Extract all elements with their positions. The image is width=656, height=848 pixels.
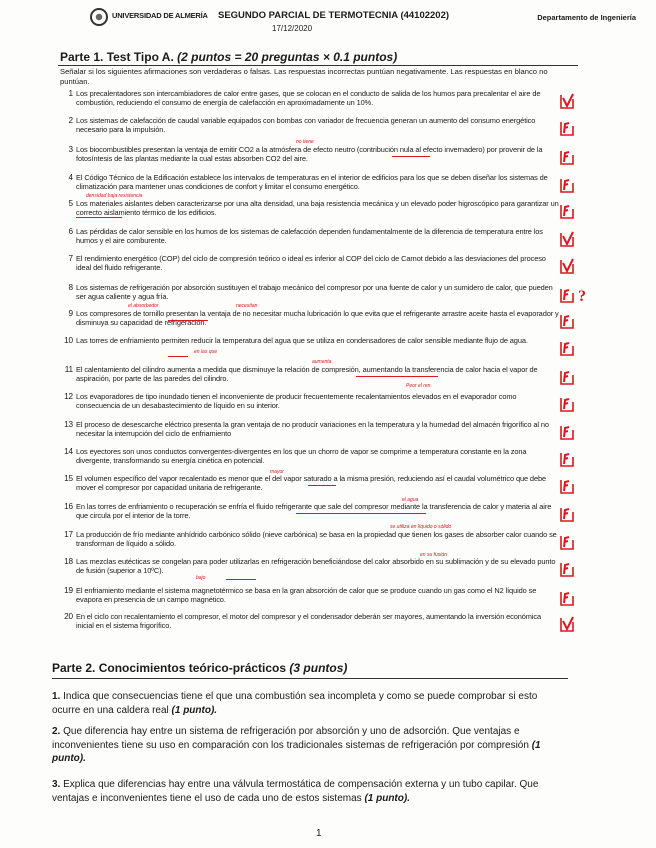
underline-q10 bbox=[168, 356, 188, 357]
page-number: 1 bbox=[316, 828, 322, 839]
divider bbox=[52, 678, 568, 679]
underline-q18 bbox=[226, 579, 256, 580]
check-mark-icon bbox=[560, 616, 574, 632]
department: Departamento de Ingeniería bbox=[537, 13, 636, 22]
underline-q11 bbox=[356, 376, 438, 377]
annotation-q11b: Peor el ren. bbox=[406, 383, 432, 389]
question-7: 7 El rendimiento energético (COP) del ciclo de compresión teórico o ideal es inferior al COP del ciclo de Carnot debido a las desviaciones del proceso ideal del fluido refrigerante. bbox=[68, 254, 546, 273]
false-mark-icon bbox=[560, 451, 574, 467]
divider bbox=[58, 65, 578, 66]
question-19: 19 El enfriamiento mediante el sistema magnetotérmico se basa en la gran absorción de calor que se produce cuando un gas como el N2 líquido se evapora en presencia de un campo magnético. bbox=[64, 586, 537, 605]
check-mark-icon bbox=[560, 93, 574, 109]
question-14: 14 Los eyectores son unos conductos convergentes-divergentes en los que un chorro de vapor se comprime a temperatura constante en la zona divergente, transformando su energía cinética en potencial. bbox=[64, 447, 527, 466]
false-mark-icon bbox=[560, 561, 574, 577]
question-4: 4 El Código Técnico de la Edificación establece los intervalos de temperaturas en el interior de edificios para los que se deben diseñar los sistemas de climatización para mantener unas condiciones de confort y limitar el consumo energético. bbox=[68, 173, 548, 192]
question-18: 18 Las mezclas eutécticas se congelan para poder utilizarlas en refrigeración beneficiándose del calor absorbido en su sublimación y de su elevado punto de fusión (superior a 10ºC). bbox=[64, 557, 556, 576]
part2-title: Parte 2. Conocimientos teórico-prácticos (3 puntos) bbox=[52, 661, 348, 675]
annotation-q16: el agua bbox=[402, 497, 419, 503]
false-mark-icon bbox=[560, 396, 574, 412]
question-13: 13 El proceso de desescarche eléctrico presenta la gran ventaja de no producir variaciones en la temperatura y la humedad del almacén frigorífico al no necesitar la interrupción del ciclo de enfriamiento bbox=[64, 420, 549, 439]
question-15: 15 El volumen específico del vapor recalentado es menor que el del vapor saturado a la misma presión, reduciendo así el caudal volumétrico que debe mover el compresor por capacidad unitaria de refrigerante. bbox=[64, 474, 546, 493]
part2-question-1: 1. Indica que consecuencias tiene el que una combustión sea incompleta y como se puede comprobar si esto ocurre en una caldera real (1 punto). bbox=[52, 691, 538, 716]
false-mark-icon bbox=[560, 149, 574, 165]
underline-q3 bbox=[392, 156, 430, 157]
false-mark-icon bbox=[560, 120, 574, 136]
check-mark-icon bbox=[560, 258, 574, 274]
check-mark-icon bbox=[560, 231, 574, 247]
false-mark-icon bbox=[560, 478, 574, 494]
question-2: 2 Los sistemas de calefacción de caudal variable equipados con bombas con variador de frecuencia generan un aumento del consumo energético necesario para la impulsión. bbox=[68, 116, 536, 135]
false-mark-icon bbox=[560, 590, 574, 606]
annotation-q5: densidad baja resistencia bbox=[86, 193, 143, 199]
annotation-q18b: bajo bbox=[196, 575, 206, 581]
underline-q15 bbox=[308, 485, 336, 486]
annotation-q17: se utiliza en líquido o sólido bbox=[390, 524, 452, 530]
exam-date: 17/12/2020 bbox=[272, 24, 313, 33]
false-mark-icon bbox=[560, 506, 574, 522]
question-9: 9 Los compresores de tornillo presentan la ventaja de no necesitar mucha lubricación lo que evita que el refrigerante arrastre aceite hasta el evaporador y disminuya su capacidad de refrigeración. bbox=[68, 309, 559, 328]
part1-instructions: Señalar si los siguientes afirmaciones son verdaderas o falsas. Las respuestas incorrectas puntúan negativamente. Las respuestas en blanco no puntúan. bbox=[60, 67, 548, 86]
question-12: 12 Los evaporadores de tipo inundado tienen el inconveniente de producir frecuentemente recalentamientos elevados en el evaporador como consecuencia de un desabastecimiento de líquido en su interior. bbox=[64, 392, 517, 411]
question-16: 16 En las torres de enfriamiento o recuperación se enfría el fluido refrigerante que sale del compresor mediante la transferencia de calor y materia al aire que circula por el interior de la torre. bbox=[64, 502, 552, 521]
annotation-q3: no tiene bbox=[296, 139, 314, 145]
part2-question-3: 3. Explica que diferencias hay entre una válvula termostática de compensación externa y un tubo capilar. Que ventajas e inconvenientes tiene el uso de cada uno de estos sistemas (1 punto). bbox=[52, 779, 539, 804]
question-11: 11 El calentamiento del cilindro aumenta a medida que disminuye la relación de compresión, aumentando la transferencia de calor hacia el vapor de aspiración, por parte de las paredes del cilindro. bbox=[64, 365, 538, 384]
part1-title: Parte 1. Test Tipo A. (2 puntos = 20 preguntas × 0.1 puntos) bbox=[60, 50, 398, 64]
question-6: 6 Las pérdidas de calor sensible en los humos de los sistemas de calefacción dependen fundamentalmente de la diferencia de temperatura entre los humos y el aire comburente. bbox=[68, 227, 543, 246]
false-mark-icon bbox=[560, 287, 574, 303]
false-mark-icon bbox=[560, 203, 574, 219]
annotation-q18: en su fusión bbox=[420, 552, 447, 558]
part2-question-2: 2. Que diferencia hay entre un sistema de refrigeración por absorción y uno de adsorción. Que ventajas e inconvenientes tiene su uso en comparación con los tradicionales sistemas de refrigeración por compresión (1 punto). bbox=[52, 726, 541, 764]
header bbox=[90, 8, 636, 42]
question-3: 3 Los biocombustibles presentan la ventaja de emitir CO2 a la atmósfera de efecto neutro (contribución nula al efecto invernadero) por provenir de la fotosíntesis de las plantas mediante la cual estas absorben CO2 del aire. bbox=[68, 145, 543, 164]
false-mark-icon bbox=[560, 424, 574, 440]
question-10: 10 Las torres de enfriamiento permiten reducir la temperatura del agua que se utiliza en condensadores de calor sensible mediante flujo de agua. bbox=[64, 336, 528, 345]
annotation-q10: en las que bbox=[194, 349, 218, 355]
question-8: 8 Los sistemas de refrigeración por absorción sustituyen el trabajo mecánico del compresor por una fuente de calor y un sumidero de calor, que pueden ser agua caliente y agua fría. bbox=[68, 283, 553, 302]
question-mark-annotation: ? bbox=[578, 288, 586, 305]
underline-q5 bbox=[76, 217, 122, 218]
question-5: 5 Los materiales aislantes deben caracterizarse por una alta densidad, una baja resistencia mecánica y un elevado poder higroscópico para garantizar un correcto aislamiento térmico de los edificios. bbox=[68, 199, 559, 218]
false-mark-icon bbox=[560, 340, 574, 356]
question-20: 20 En el ciclo con recalentamiento el compresor, el motor del compresor y el condensador deberán ser mayores, aumentando la inversión económica inicial en el sistema frigorífico. bbox=[64, 612, 541, 631]
university-name: UNIVERSIDAD DE ALMERÍA bbox=[112, 11, 208, 20]
underline-q9 bbox=[168, 320, 208, 321]
annotation-q9: necesitan bbox=[236, 303, 258, 309]
annotation-q8: el absorbedor bbox=[128, 303, 159, 309]
false-mark-icon bbox=[560, 177, 574, 193]
annotation-q15: mayor bbox=[270, 469, 284, 475]
university-logo bbox=[90, 8, 108, 26]
false-mark-icon bbox=[560, 534, 574, 550]
false-mark-icon bbox=[560, 369, 574, 385]
false-mark-icon bbox=[560, 313, 574, 329]
underline-q16 bbox=[296, 513, 426, 514]
exam-title: SEGUNDO PARCIAL DE TERMOTECNIA (44102202) bbox=[218, 10, 450, 21]
annotation-q11: aumenta bbox=[312, 359, 332, 365]
question-17: 17 La producción de frío mediante anhídrido carbónico sólido (nieve carbónica) se basa en la propiedad que tienen los gases de absorber calor cuando se transforman de líquido a sólido. bbox=[64, 530, 557, 549]
question-1: 1 Los precalentadores son intercambiadores de calor entre gases, que se colocan en el conducto de salida de los humos para precalentar el aire de combustión, reduciendo el consumo de energía de calefacción en aproximadamente un 10%. bbox=[68, 89, 541, 108]
